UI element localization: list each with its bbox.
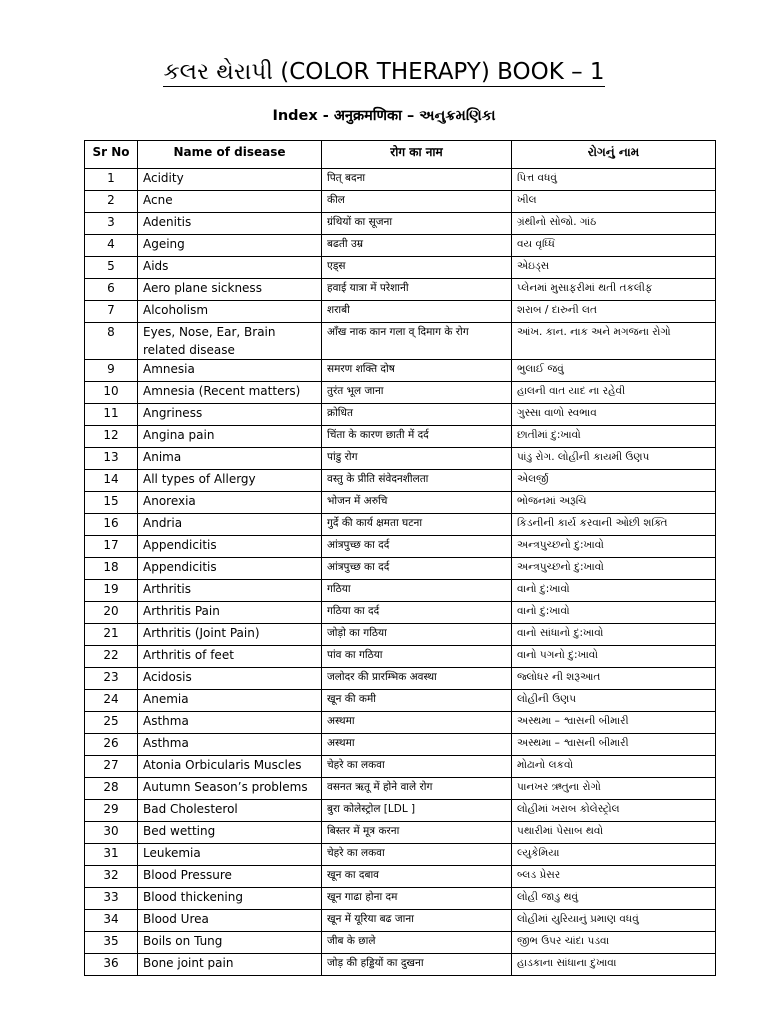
hindi-name-cell: खून की कमी — [322, 690, 512, 712]
sr-no-cell: 31 — [85, 844, 138, 866]
sr-no-cell: 26 — [85, 734, 138, 756]
table-row — [85, 734, 716, 756]
sr-no-cell: 27 — [85, 756, 138, 778]
sr-no-cell: 5 — [85, 257, 138, 279]
gujarati-name-cell: અસ્થમા – શ્વાસની બીમારી — [512, 712, 716, 734]
sr-no-cell: 22 — [85, 646, 138, 668]
hindi-name-cell: भोजन में अरुचि — [322, 492, 512, 514]
hindi-name-cell: वसनत ऋतू में होने वाले रोग — [322, 778, 512, 800]
gujarati-name-cell: વાનો પગનો દુ:ખાવો — [512, 646, 716, 668]
gujarati-name-cell: લોહીમાં ખરાબ કોલેસ્ટ્રોલ — [512, 800, 716, 822]
table-row — [85, 558, 716, 580]
disease-name-cell: Amnesia (Recent matters) — [138, 382, 322, 404]
disease-name-cell: Blood Urea — [138, 910, 322, 932]
sr-no-cell: 24 — [85, 690, 138, 712]
gujarati-name-cell: પિત્ત વધવું — [512, 169, 716, 191]
gujarati-name-cell: જીભ ઉપર ચાંદા પડવા — [512, 932, 716, 954]
table-row — [85, 257, 716, 279]
disease-name-cell: Bone joint pain — [138, 954, 322, 976]
sr-no-cell: 29 — [85, 800, 138, 822]
table-row — [85, 690, 716, 712]
table-row — [85, 213, 716, 235]
hindi-name-cell: जलोदर की प्रारम्भिक अवस्था — [322, 668, 512, 690]
sr-no-cell: 25 — [85, 712, 138, 734]
hindi-name-cell: पांडु रोग — [322, 448, 512, 470]
gujarati-name-cell: એઇડ્સ — [512, 257, 716, 279]
table-row — [85, 822, 716, 844]
disease-name-cell: Appendicitis — [138, 558, 322, 580]
table-row — [85, 932, 716, 954]
sr-no-cell: 33 — [85, 888, 138, 910]
gujarati-name-cell: પથારીમાં પેસાબ થવો — [512, 822, 716, 844]
sr-no-cell: 2 — [85, 191, 138, 213]
hindi-name-cell: हवाई यात्रा में परेशानी — [322, 279, 512, 301]
hindi-name-cell: चेहरे का लकवा — [322, 844, 512, 866]
hindi-name-cell: ग्रंथियों का सूजना — [322, 213, 512, 235]
table-row — [85, 954, 716, 976]
gujarati-name-cell: વય વૃધ્ધિ — [512, 235, 716, 257]
disease-name-cell: Adenitis — [138, 213, 322, 235]
sr-no-cell: 21 — [85, 624, 138, 646]
gujarati-name-cell: અન્ત્રપુચ્છનો દુ:ખાવો — [512, 558, 716, 580]
gujarati-name-cell: ભોજનમાં અરૂચિ — [512, 492, 716, 514]
table-row — [85, 448, 716, 470]
hindi-name-cell: गठिया — [322, 580, 512, 602]
hindi-name-cell: आंत्रपुच्छ का दर्द — [322, 536, 512, 558]
table-row — [85, 602, 716, 624]
table-row — [85, 888, 716, 910]
gujarati-name-cell: વાનો સાંધાનો દુ:ખાવો — [512, 624, 716, 646]
disease-name-cell: Acne — [138, 191, 322, 213]
disease-name-cell: Atonia Orbicularis Muscles — [138, 756, 322, 778]
table-row — [85, 756, 716, 778]
disease-name-cell: Autumn Season’s problems — [138, 778, 322, 800]
disease-name-cell: Eyes, Nose, Ear, Brain related disease — [138, 323, 322, 360]
table-row — [85, 800, 716, 822]
gujarati-name-cell: પાનખર ઋતુના રોગો — [512, 778, 716, 800]
hindi-name-cell: शराबी — [322, 301, 512, 323]
hindi-name-cell: गुर्दे की कार्य क्षमता घटना — [322, 514, 512, 536]
table-row — [85, 169, 716, 191]
table-header — [85, 141, 716, 169]
table-row — [85, 301, 716, 323]
gujarati-name-cell: શરાબ / દારુની લત — [512, 301, 716, 323]
sr-no-cell: 15 — [85, 492, 138, 514]
disease-name-cell: Amnesia — [138, 360, 322, 382]
disease-name-cell: Leukemia — [138, 844, 322, 866]
hindi-name-cell: खून में यूरिया बढ जाना — [322, 910, 512, 932]
sr-no-cell: 19 — [85, 580, 138, 602]
disease-name-cell: Aids — [138, 257, 322, 279]
gujarati-name-cell: પ્લેનમાં મુસાફરીમાં થતી તકલીફ — [512, 279, 716, 301]
disease-name-cell: Arthritis of feet — [138, 646, 322, 668]
disease-name-cell: All types of Allergy — [138, 470, 322, 492]
disease-name-cell: Asthma — [138, 712, 322, 734]
page-title-text: કલર થેરાપી (COLOR THERAPY) BOOK – 1 — [163, 59, 605, 85]
hindi-name-cell: जोड़ की हड्डियों का दुखना — [322, 954, 512, 976]
gujarati-name-cell: ખીલ — [512, 191, 716, 213]
disease-name-cell: Angriness — [138, 404, 322, 426]
disease-name-cell: Arthritis — [138, 580, 322, 602]
sr-no-cell: 13 — [85, 448, 138, 470]
disease-name-cell: Ageing — [138, 235, 322, 257]
table-row — [85, 866, 716, 888]
table-row — [85, 470, 716, 492]
hindi-name-cell: पित् बदना — [322, 169, 512, 191]
hindi-name-cell: अस्थमा — [322, 734, 512, 756]
hindi-name-cell: कील — [322, 191, 512, 213]
gujarati-name-cell: ગુસ્સા વાળો સ્વભાવ — [512, 404, 716, 426]
sr-no-cell: 7 — [85, 301, 138, 323]
hindi-name-cell: जोड़ो का गठिया — [322, 624, 512, 646]
gujarati-name-cell: લ્યુકેમિયા — [512, 844, 716, 866]
table-row — [85, 492, 716, 514]
hindi-name-cell: बिस्तर में मूत्र करना — [322, 822, 512, 844]
disease-name-cell: Alcoholism — [138, 301, 322, 323]
gujarati-name-cell: હાલની વાત યાદ ના રહેવી — [512, 382, 716, 404]
gujarati-name-cell: જ્લોધર ની શરૂઆત — [512, 668, 716, 690]
table-row — [85, 536, 716, 558]
table-row — [85, 624, 716, 646]
gujarati-name-cell: બ્લડ પ્રેસર — [512, 866, 716, 888]
disease-name-cell: Anorexia — [138, 492, 322, 514]
hindi-name-cell: समरण शक्ति दोष — [322, 360, 512, 382]
sr-no-cell: 4 — [85, 235, 138, 257]
hindi-name-cell: आँख नाक कान गला व् दिमाग के रोग — [322, 323, 512, 360]
col-header-gujarati-name: રોગનું નામ — [512, 141, 716, 169]
table-row — [85, 279, 716, 301]
sr-no-cell: 20 — [85, 602, 138, 624]
table-row — [85, 514, 716, 536]
sr-no-cell: 28 — [85, 778, 138, 800]
table-row — [85, 323, 716, 360]
index-subtitle: Index - अनुक्रमणिका – અનુક્રમણિકા — [272, 108, 496, 124]
table-body — [85, 169, 716, 976]
sr-no-cell: 9 — [85, 360, 138, 382]
table-row — [85, 668, 716, 690]
gujarati-name-cell: વાનો દુ:ખાવો — [512, 580, 716, 602]
col-header-hindi-name: रोग का नाम — [322, 141, 512, 169]
table-row — [85, 712, 716, 734]
hindi-name-cell: आंत्रपुच्छ का दर्द — [322, 558, 512, 580]
gujarati-name-cell: છાતીમાં દુ:ખાવો — [512, 426, 716, 448]
disease-name-cell: Bad Cholesterol — [138, 800, 322, 822]
disease-name-cell: Arthritis Pain — [138, 602, 322, 624]
sr-no-cell: 8 — [85, 323, 138, 360]
disease-name-cell: Boils on Tung — [138, 932, 322, 954]
disease-name-cell: Blood thickening — [138, 888, 322, 910]
hindi-name-cell: एड्स — [322, 257, 512, 279]
hindi-name-cell: जीब के छाले — [322, 932, 512, 954]
sr-no-cell: 10 — [85, 382, 138, 404]
hindi-name-cell: वस्तु के प्रीति संवेदनशीलता — [322, 470, 512, 492]
hindi-name-cell: तुरंत भूल जाना — [322, 382, 512, 404]
sr-no-cell: 17 — [85, 536, 138, 558]
hindi-name-cell: गठिया का दर्द — [322, 602, 512, 624]
hindi-name-cell: पांव का गठिया — [322, 646, 512, 668]
sr-no-cell: 35 — [85, 932, 138, 954]
table-row — [85, 844, 716, 866]
disease-name-cell: Asthma — [138, 734, 322, 756]
gujarati-name-cell: હાડકાના સાંધાના દુખાવા — [512, 954, 716, 976]
sr-no-cell: 16 — [85, 514, 138, 536]
sr-no-cell: 1 — [85, 169, 138, 191]
table-row — [85, 360, 716, 382]
sr-no-cell: 6 — [85, 279, 138, 301]
table-row — [85, 910, 716, 932]
table-row — [85, 580, 716, 602]
gujarati-name-cell: મોઢાનો લકવો — [512, 756, 716, 778]
table-row — [85, 191, 716, 213]
disease-name-cell: Acidosis — [138, 668, 322, 690]
table-row — [85, 235, 716, 257]
hindi-name-cell: खून गाढा होना दम — [322, 888, 512, 910]
sr-no-cell: 14 — [85, 470, 138, 492]
disease-name-cell: Anima — [138, 448, 322, 470]
col-header-name-of-disease: Name of disease — [138, 141, 322, 169]
gujarati-name-cell: અસ્થમા – શ્વાસની બીમારી — [512, 734, 716, 756]
table-row — [85, 778, 716, 800]
table-row — [85, 646, 716, 668]
sr-no-cell: 34 — [85, 910, 138, 932]
col-header-sr-no: Sr No — [85, 141, 138, 169]
hindi-name-cell: अस्थमा — [322, 712, 512, 734]
gujarati-name-cell: લોહી જાડુ થવું — [512, 888, 716, 910]
gujarati-name-cell: ભુલાઈ જવું — [512, 360, 716, 382]
gujarati-name-cell: પાંડુ રોગ. લોહીની કાયમી ઉણપ — [512, 448, 716, 470]
gujarati-name-cell: વાનો દુ:ખાવો — [512, 602, 716, 624]
sr-no-cell: 30 — [85, 822, 138, 844]
hindi-name-cell: बढती उम्र — [322, 235, 512, 257]
gujarati-name-cell: ગ્રંથીનો સોજો. ગાંઠ — [512, 213, 716, 235]
disease-name-cell: Aero plane sickness — [138, 279, 322, 301]
disease-name-cell: Appendicitis — [138, 536, 322, 558]
gujarati-name-cell: લોહીમાં યુરિયાનું પ્રમાણ વધવું — [512, 910, 716, 932]
hindi-name-cell: चिंता के कारण छाती में दर्द — [322, 426, 512, 448]
disease-name-cell: Anemia — [138, 690, 322, 712]
gujarati-name-cell: એલર્જી — [512, 470, 716, 492]
sr-no-cell: 36 — [85, 954, 138, 976]
sr-no-cell: 3 — [85, 213, 138, 235]
sr-no-cell: 11 — [85, 404, 138, 426]
table-row — [85, 382, 716, 404]
disease-name-cell: Blood Pressure — [138, 866, 322, 888]
sr-no-cell: 18 — [85, 558, 138, 580]
page-title — [0, 52, 768, 92]
gujarati-name-cell: આંખ. કાન. નાક અને મગજના રોગો — [512, 323, 716, 360]
disease-name-cell: Andria — [138, 514, 322, 536]
disease-name-cell: Bed wetting — [138, 822, 322, 844]
hindi-name-cell: बुरा कोलेस्ट्रोल [LDL ] — [322, 800, 512, 822]
disease-name-cell: Arthritis (Joint Pain) — [138, 624, 322, 646]
hindi-name-cell: चेहरे का लकवा — [322, 756, 512, 778]
disease-name-cell: Angina pain — [138, 426, 322, 448]
sr-no-cell: 32 — [85, 866, 138, 888]
table-row — [85, 404, 716, 426]
hindi-name-cell: खून का दबाव — [322, 866, 512, 888]
gujarati-name-cell: કિડનીની કાર્ય કરવાની ઓછી શક્તિ — [512, 514, 716, 536]
sr-no-cell: 12 — [85, 426, 138, 448]
hindi-name-cell: क्रोधित — [322, 404, 512, 426]
disease-name-cell: Acidity — [138, 169, 322, 191]
gujarati-name-cell: અન્ત્રપુચ્છનો દુ:ખાવો — [512, 536, 716, 558]
table-row — [85, 426, 716, 448]
disease-index-table — [84, 140, 716, 976]
gujarati-name-cell: લોહીની ઉણપ — [512, 690, 716, 712]
sr-no-cell: 23 — [85, 668, 138, 690]
